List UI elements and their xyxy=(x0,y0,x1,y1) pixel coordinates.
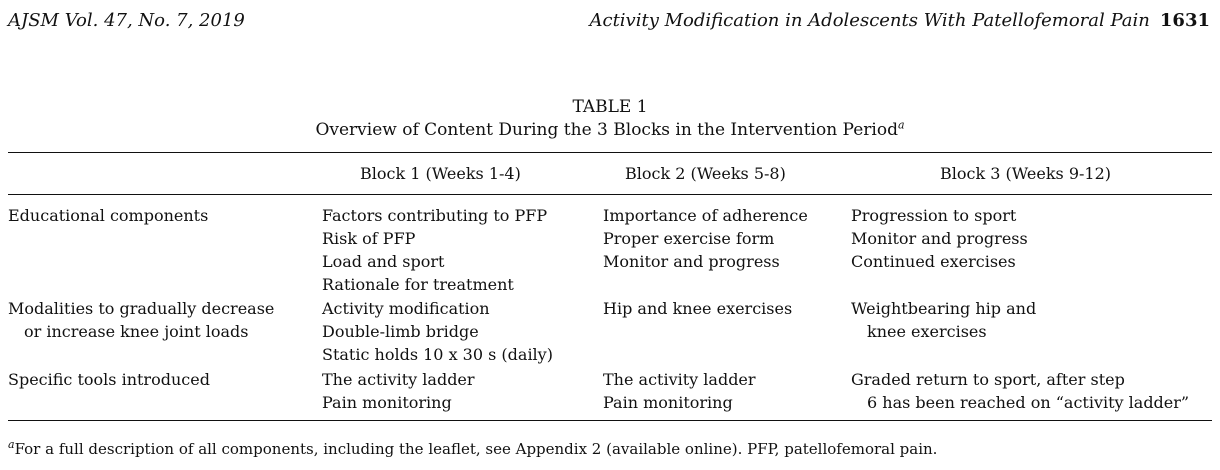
journal-citation: AJSM Vol. 47, No. 7, 2019 xyxy=(8,10,245,31)
cell-line: Monitor and progress xyxy=(851,229,1028,248)
cell-tools-block-3 xyxy=(851,368,1189,414)
cell-line: Continued exercises xyxy=(851,252,1016,271)
cell-line: The activity ladder xyxy=(322,370,475,389)
cell-educational-block-2 xyxy=(603,204,808,273)
table-top-rule xyxy=(8,152,1212,153)
cell-line: Monitor and progress xyxy=(603,252,780,271)
cell-line: Progression to sport xyxy=(851,206,1017,225)
table-caption-text: Overview of Content During the 3 Blocks in the Intervention Period xyxy=(315,120,898,140)
row-label-line: Modalities to gradually decrease xyxy=(8,299,275,318)
cell-tools-block-2 xyxy=(603,368,756,414)
cell-line: Weightbearing hip and xyxy=(851,299,1037,318)
column-header-block-2: Block 2 (Weeks 5-8) xyxy=(625,164,786,183)
row-label-line: Specific tools introduced xyxy=(8,370,210,389)
table-caption xyxy=(0,119,1220,141)
cell-line: Pain monitoring xyxy=(603,393,733,412)
row-label-modalities xyxy=(8,297,274,343)
row-label-line: or increase knee joint loads xyxy=(24,322,249,341)
running-header xyxy=(589,10,1210,31)
cell-line: Proper exercise form xyxy=(603,229,775,248)
cell-tools-block-1 xyxy=(322,368,475,414)
cell-modalities-block-1 xyxy=(322,297,553,366)
cell-line: Pain monitoring xyxy=(322,393,452,412)
cell-modalities-block-2 xyxy=(603,297,792,320)
cell-line: Static holds 10 x 30 s (daily) xyxy=(322,345,553,364)
cell-line: The activity ladder xyxy=(603,370,756,389)
cell-educational-block-1 xyxy=(322,204,547,296)
footnote-text: For a full description of all components, including the leaflet, see Appendix 2 (available online). PFP, patellofemoral pain. xyxy=(14,440,938,458)
row-label-tools xyxy=(8,368,210,391)
page-number: 1631 xyxy=(1159,10,1210,31)
row-label-educational xyxy=(8,204,208,227)
cell-line: knee exercises xyxy=(867,322,987,341)
cell-line: Factors contributing to PFP xyxy=(322,206,548,225)
cell-line: Hip and knee exercises xyxy=(603,299,793,318)
cell-line: Activity modification xyxy=(322,299,490,318)
cell-line: 6 has been reached on “activity ladder” xyxy=(867,393,1190,412)
cell-line: Load and sport xyxy=(322,252,445,271)
row-label-line: Educational components xyxy=(8,206,209,225)
cell-line: Rationale for treatment xyxy=(322,275,514,294)
cell-line: Risk of PFP xyxy=(322,229,416,248)
cell-educational-block-3 xyxy=(851,204,1028,273)
footnote-marker: a xyxy=(8,438,15,451)
cell-line: Graded return to sport, after step xyxy=(851,370,1125,389)
table-header-rule xyxy=(8,194,1212,195)
cell-line: Double-limb bridge xyxy=(322,322,479,341)
column-header-block-3: Block 3 (Weeks 9-12) xyxy=(940,164,1112,183)
cell-line: Importance of adherence xyxy=(603,206,808,225)
table-footnote xyxy=(8,440,937,458)
running-title: Activity Modification in Adolescents With Patellofemoral Pain xyxy=(589,10,1150,31)
column-header-block-1: Block 1 (Weeks 1-4) xyxy=(360,164,521,183)
table-bottom-rule xyxy=(8,420,1212,421)
cell-modalities-block-3 xyxy=(851,297,1036,343)
table-label: TABLE 1 xyxy=(572,97,648,117)
caption-footnote-marker: a xyxy=(897,118,905,132)
